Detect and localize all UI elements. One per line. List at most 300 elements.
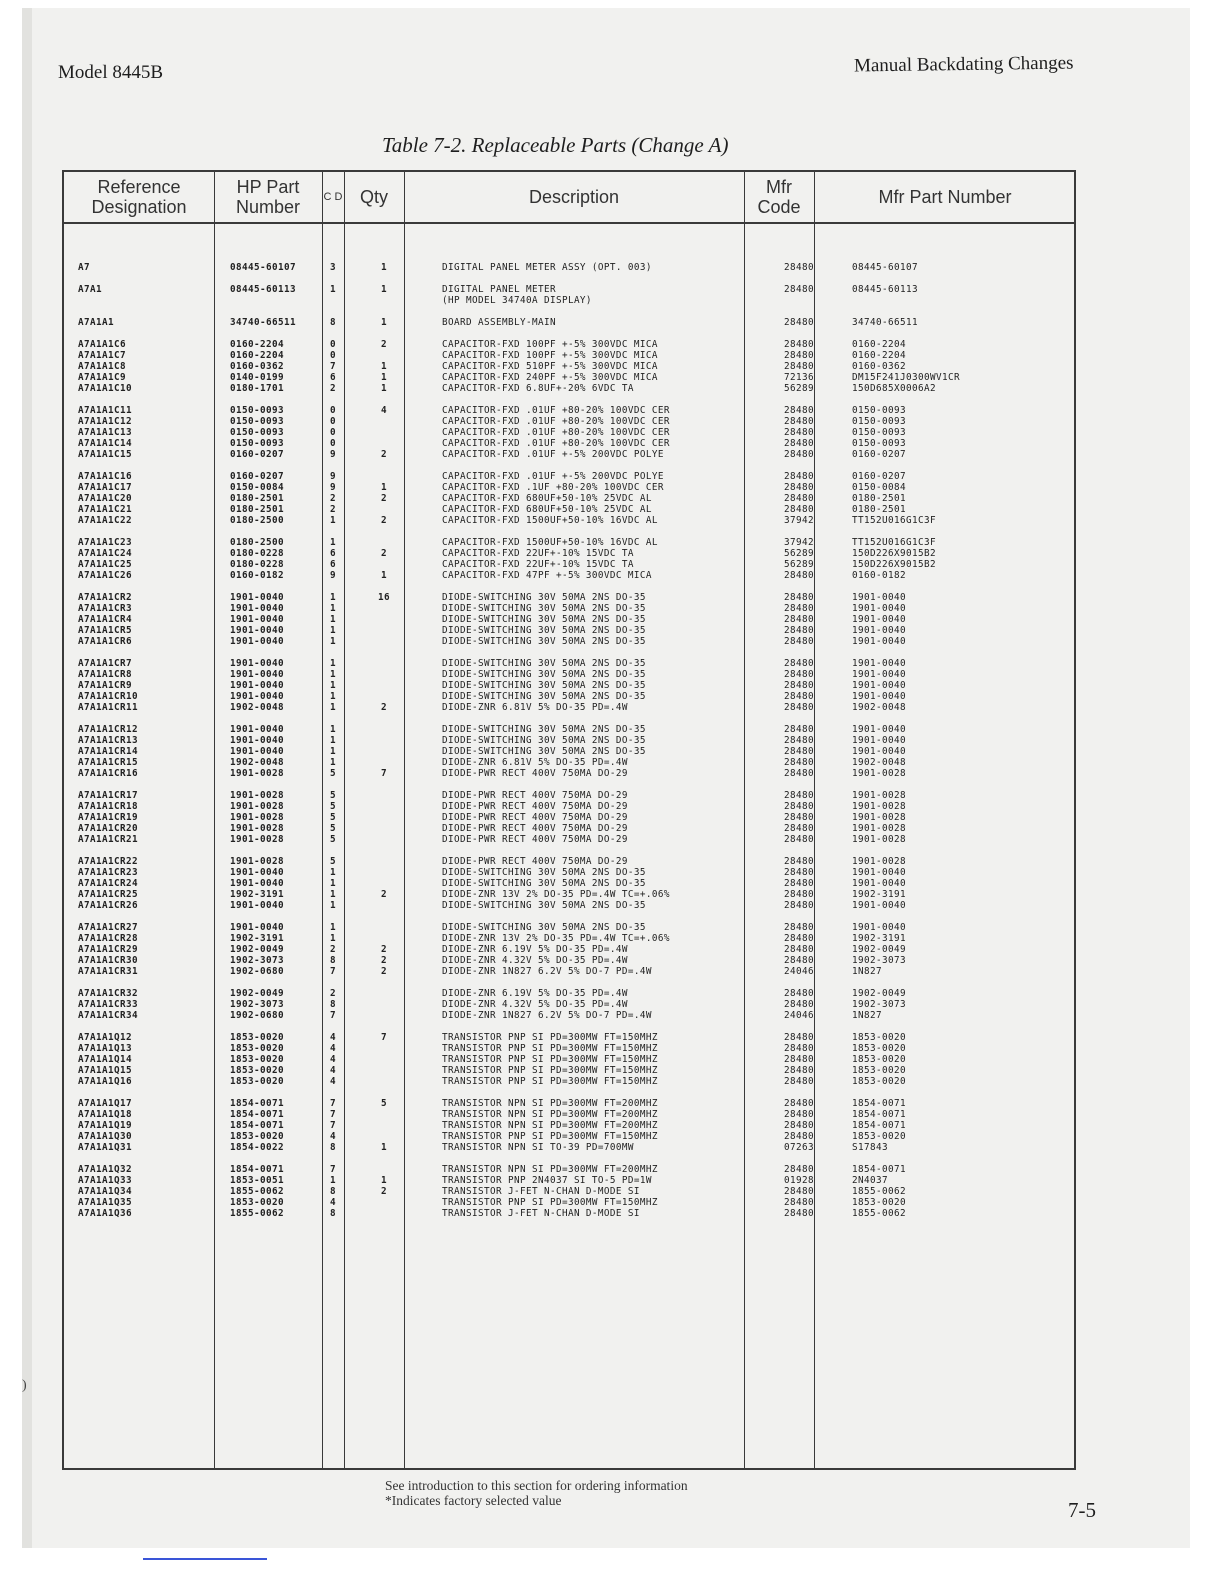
mfr-part-number-cell: 0160-0207	[852, 471, 906, 482]
row-group	[64, 317, 1074, 328]
ref-designation-cell: A7A1A1CR13	[78, 735, 138, 746]
table-row	[64, 1043, 1074, 1054]
check-digit-cell: 1	[330, 757, 336, 768]
hp-part-number-cell: 1902-3073	[230, 999, 284, 1010]
model-header: Model 8445B	[58, 62, 164, 83]
ref-designation-cell: A7A1A1C6	[78, 339, 126, 350]
table-row	[64, 1098, 1074, 1109]
check-digit-cell: 3	[330, 262, 336, 273]
check-digit-cell: 7	[330, 1098, 336, 1109]
table-row	[64, 702, 1074, 713]
mfr-code-cell: 28480	[784, 1076, 814, 1087]
ref-designation-cell: A7A1A1CR20	[78, 823, 138, 834]
mfr-part-number-cell: 150D226X9015B2	[852, 548, 936, 559]
ref-designation-cell: A7A1A1CR6	[78, 636, 132, 647]
description-cell: DIODE-PWR RECT 400V 750MA DO-29	[442, 768, 628, 779]
hp-part-number-cell: 0180-0228	[230, 548, 284, 559]
mfr-part-number-cell: 1902-3073	[852, 955, 906, 966]
quantity-cell: 1	[381, 372, 387, 383]
table-row	[64, 878, 1074, 889]
mfr-part-number-cell: S17843	[852, 1142, 888, 1153]
mfr-part-number-cell: 1901-0040	[852, 625, 906, 636]
hp-part-number-cell: 1902-0049	[230, 944, 284, 955]
check-digit-cell: 1	[330, 1175, 336, 1186]
table-row	[64, 515, 1074, 526]
check-digit-cell: 1	[330, 680, 336, 691]
quantity-cell: 1	[381, 317, 387, 328]
description-cell: DIODE-PWR RECT 400V 750MA DO-29	[442, 823, 628, 834]
quantity-cell	[344, 1054, 424, 1065]
ref-designation-cell: A7A1A1CR12	[78, 724, 138, 735]
check-digit-cell: 9	[330, 449, 336, 460]
mfr-part-number-cell: 1854-0071	[852, 1164, 906, 1175]
header-rule	[64, 222, 1074, 224]
quantity-cell	[344, 1076, 424, 1087]
description-cell: DIODE-SWITCHING 30V 50MA 2NS DO-35	[442, 900, 646, 911]
factory-selected-note: *Indicates factory selected value	[385, 1493, 562, 1508]
mfr-part-number-cell: 1N827	[852, 966, 882, 977]
mfr-part-number-cell: 0160-2204	[852, 339, 906, 350]
quantity-cell	[344, 757, 424, 768]
mfr-code-cell: 28480	[784, 1054, 814, 1065]
row-group	[64, 1032, 1074, 1087]
quantity-cell: 2	[381, 955, 387, 966]
ref-designation-cell: A7A1A1C15	[78, 449, 132, 460]
check-digit-cell: 2	[330, 944, 336, 955]
check-digit-cell: 4	[330, 1131, 336, 1142]
quantity-cell: 2	[381, 493, 387, 504]
check-digit-cell: 1	[330, 592, 336, 603]
description-cell: CAPACITOR-FXD .01UF +-5% 200VDC POLYE	[442, 471, 664, 482]
description-cell: CAPACITOR-FXD .01UF +80-20% 100VDC CER	[442, 405, 670, 416]
table-row	[64, 823, 1074, 834]
table-row	[64, 867, 1074, 878]
check-digit-cell: 8	[330, 955, 336, 966]
hp-part-number-cell: 08445-60107	[230, 262, 296, 273]
description-cell: DIODE-ZNR 1N827 6.2V 5% DO-7 PD=.4W	[442, 966, 652, 977]
description-cell: TRANSISTOR NPN SI PD=300MW FT=200MHZ	[442, 1098, 658, 1109]
check-digit-cell: 7	[330, 1120, 336, 1131]
mfr-part-number-cell: 0150-0093	[852, 438, 906, 449]
hp-part-number-cell: 1901-0028	[230, 801, 284, 812]
mfr-code-cell: 28480	[784, 933, 814, 944]
mfr-code-cell	[764, 295, 834, 306]
table-row	[64, 493, 1074, 504]
table-row	[64, 1109, 1074, 1120]
description-cell: DIODE-SWITCHING 30V 50MA 2NS DO-35	[442, 735, 646, 746]
check-digit-cell: 2	[330, 383, 336, 394]
hp-part-number-cell: 1901-0040	[230, 636, 284, 647]
hp-part-number-cell: 1901-0028	[230, 823, 284, 834]
ref-designation-cell: A7A1A1CR5	[78, 625, 132, 636]
hp-part-number-cell: 1901-0040	[230, 680, 284, 691]
mfr-part-number-cell: 1853-0020	[852, 1065, 906, 1076]
table-body	[64, 262, 1074, 1230]
hp-part-number-cell: 1901-0040	[230, 691, 284, 702]
mfr-part-number-cell: 1901-0028	[852, 812, 906, 823]
table-row	[64, 889, 1074, 900]
mfr-part-number-cell: 1902-0048	[852, 757, 906, 768]
mfr-code-cell: 28480	[784, 339, 814, 350]
mfr-part-number-cell: 1902-3191	[852, 889, 906, 900]
hp-part-number-cell: 0160-0362	[230, 361, 284, 372]
check-digit-cell: 8	[330, 1186, 336, 1197]
row-group	[64, 405, 1074, 460]
mfr-part-number-cell: 1901-0040	[852, 691, 906, 702]
mfr-part-number-cell: 0150-0093	[852, 405, 906, 416]
mfr-code-cell: 28480	[784, 1032, 814, 1043]
check-digit-cell: 0	[330, 339, 336, 350]
ref-designation-cell: A7A1A1CR30	[78, 955, 138, 966]
mfr-part-number-cell: 1N827	[852, 1010, 882, 1021]
mfr-part-number-cell: 1901-0040	[852, 603, 906, 614]
ref-designation-cell: A7A1A1Q32	[78, 1164, 132, 1175]
table-row	[64, 922, 1074, 933]
check-digit-cell: 7	[330, 966, 336, 977]
mfr-part-number-cell: 0160-0182	[852, 570, 906, 581]
ordering-note: See introduction to this section for ordering information	[385, 1478, 688, 1493]
table-row	[64, 295, 1074, 306]
mfr-part-number-cell: 150D226X9015B2	[852, 559, 936, 570]
mfr-code-cell: 28480	[784, 416, 814, 427]
ref-designation-cell: A7A1A1Q12	[78, 1032, 132, 1043]
hp-part-number-cell: 1853-0020	[230, 1032, 284, 1043]
hp-part-number-cell: 1902-0048	[230, 702, 284, 713]
hp-part-number-cell: 1901-0040	[230, 669, 284, 680]
row-group	[64, 537, 1074, 581]
hp-part-number-cell: 1854-0071	[230, 1098, 284, 1109]
quantity-cell	[344, 933, 424, 944]
row-group	[64, 1164, 1074, 1219]
check-digit-cell: 1	[330, 746, 336, 757]
ref-designation-cell: A7A1A1CR2	[78, 592, 132, 603]
description-cell: DIODE-SWITCHING 30V 50MA 2NS DO-35	[442, 746, 646, 757]
row-group	[64, 790, 1074, 845]
hp-part-number-cell: 1901-0028	[230, 812, 284, 823]
hp-part-number-cell: 1902-0049	[230, 988, 284, 999]
mfr-code-cell: 28480	[784, 999, 814, 1010]
check-digit-cell: 4	[330, 1032, 336, 1043]
quantity-cell: 2	[381, 889, 387, 900]
quantity-cell	[344, 537, 424, 548]
check-digit-cell: 6	[330, 559, 336, 570]
hp-part-number-cell: 1901-0028	[230, 856, 284, 867]
check-digit-cell: 1	[330, 900, 336, 911]
table-row	[64, 416, 1074, 427]
mfr-part-number-cell: 1901-0028	[852, 790, 906, 801]
mfr-part-number-cell: TT152U016G1C3F	[852, 515, 936, 526]
table-row	[64, 1208, 1074, 1219]
ref-designation-cell: A7A1A1Q33	[78, 1175, 132, 1186]
check-digit-cell: 4	[330, 1043, 336, 1054]
table-title: Table 7-2. Replaceable Parts (Change A)	[382, 133, 729, 157]
quantity-cell	[344, 801, 424, 812]
description-cell: CAPACITOR-FXD 22UF+-10% 15VDC TA	[442, 559, 634, 570]
mfr-part-number-cell: 1902-0049	[852, 944, 906, 955]
table-row	[64, 317, 1074, 328]
hp-part-number-cell: 1902-3191	[230, 933, 284, 944]
description-cell: DIODE-SWITCHING 30V 50MA 2NS DO-35	[442, 625, 646, 636]
mfr-code-cell: 28480	[784, 900, 814, 911]
mfr-code-cell: 28480	[784, 724, 814, 735]
table-row	[64, 262, 1074, 273]
mfr-part-number-cell: 1854-0071	[852, 1109, 906, 1120]
check-digit-cell: 7	[330, 361, 336, 372]
ref-designation-cell: A7A1A1Q15	[78, 1065, 132, 1076]
check-digit-cell: 8	[330, 317, 336, 328]
mfr-part-number-cell: 1853-0020	[852, 1054, 906, 1065]
description-cell: DIODE-ZNR 6.81V 5% DO-35 PD=.4W	[442, 702, 628, 713]
ref-designation-cell: A7A1A1Q31	[78, 1142, 132, 1153]
check-digit-cell: 1	[330, 691, 336, 702]
table-row	[64, 1131, 1074, 1142]
description-cell: DIODE-SWITCHING 30V 50MA 2NS DO-35	[442, 658, 646, 669]
hp-part-number-cell: 1901-0040	[230, 867, 284, 878]
table-row	[64, 537, 1074, 548]
description-cell: DIODE-SWITCHING 30V 50MA 2NS DO-35	[442, 878, 646, 889]
mfr-part-number-cell: 0160-0362	[852, 361, 906, 372]
ref-designation-cell: A7A1A1C13	[78, 427, 132, 438]
hp-part-number-cell: 1901-0028	[230, 790, 284, 801]
mfr-part-number-cell: 1854-0071	[852, 1120, 906, 1131]
col-header-hp-part: HP Part Number	[235, 177, 301, 217]
table-row	[64, 801, 1074, 812]
check-digit-cell: 5	[330, 812, 336, 823]
ref-designation-cell: A7A1A1CR34	[78, 1010, 138, 1021]
mfr-code-cell: 24046	[784, 1010, 814, 1021]
hp-part-number-cell: 0150-0093	[230, 416, 284, 427]
quantity-cell: 2	[381, 515, 387, 526]
quantity-cell	[344, 790, 424, 801]
check-digit-cell: 1	[330, 867, 336, 878]
table-row	[64, 372, 1074, 383]
description-cell: CAPACITOR-FXD .1UF +80-20% 100VDC CER	[442, 482, 664, 493]
quantity-cell	[344, 603, 424, 614]
ref-designation-cell: A7A1A1CR23	[78, 867, 138, 878]
mfr-part-number-cell: 1902-3191	[852, 933, 906, 944]
check-digit-cell: 1	[330, 669, 336, 680]
ref-designation-cell: A7A1A1CR22	[78, 856, 138, 867]
quantity-cell: 1	[381, 570, 387, 581]
hp-part-number-cell: 1901-0040	[230, 658, 284, 669]
check-digit-cell: 4	[330, 1065, 336, 1076]
ref-designation-cell: A7A1A1C21	[78, 504, 132, 515]
mfr-part-number-cell: 0150-0093	[852, 416, 906, 427]
hp-part-number-cell: 0160-0182	[230, 570, 284, 581]
mfr-code-cell: 28480	[784, 493, 814, 504]
page-number: 7-5	[1068, 1498, 1096, 1522]
mfr-part-number-cell: 1901-0028	[852, 834, 906, 845]
hp-part-number-cell: 0180-2501	[230, 504, 284, 515]
mfr-code-cell: 28480	[784, 889, 814, 900]
mfr-code-cell: 28480	[784, 361, 814, 372]
check-digit-cell: 7	[330, 1164, 336, 1175]
quantity-cell	[344, 1120, 424, 1131]
hp-part-number-cell: 0180-2500	[230, 515, 284, 526]
check-digit-cell: 1	[330, 933, 336, 944]
mfr-code-cell: 28480	[784, 669, 814, 680]
hp-part-number-cell: 0160-0207	[230, 471, 284, 482]
ref-designation-cell: A7A1A1C23	[78, 537, 132, 548]
table-row	[64, 570, 1074, 581]
mfr-code-cell: 28480	[784, 988, 814, 999]
check-digit-cell: 6	[330, 372, 336, 383]
table-row	[64, 658, 1074, 669]
col-header-qty: Qty	[359, 187, 388, 207]
mfr-code-cell: 28480	[784, 614, 814, 625]
hp-part-number-cell: 1853-0051	[230, 1175, 284, 1186]
mfr-code-cell: 28480	[784, 680, 814, 691]
mfr-part-number-cell: 1901-0028	[852, 801, 906, 812]
quantity-cell: 1	[381, 361, 387, 372]
quantity-cell	[344, 658, 424, 669]
hp-part-number-cell: 1854-0022	[230, 1142, 284, 1153]
ref-designation-cell: A7A1A1C22	[78, 515, 132, 526]
mfr-part-number-cell: 1901-0040	[852, 922, 906, 933]
mfr-code-cell: 28480	[784, 944, 814, 955]
ref-designation-cell: A7A1A1Q18	[78, 1109, 132, 1120]
table-row	[64, 790, 1074, 801]
table-row	[64, 548, 1074, 559]
row-group	[64, 592, 1074, 647]
description-cell: DIODE-ZNR 6.19V 5% DO-35 PD=.4W	[442, 944, 628, 955]
quantity-cell	[344, 856, 424, 867]
col-header-reference: Reference Designation	[91, 177, 187, 217]
ref-designation-cell: A7A1A1Q17	[78, 1098, 132, 1109]
table-row	[64, 680, 1074, 691]
description-cell: DIODE-PWR RECT 400V 750MA DO-29	[442, 790, 628, 801]
description-cell: CAPACITOR-FXD 680UF+50-10% 25VDC AL	[442, 504, 652, 515]
description-cell: DIGITAL PANEL METER	[442, 284, 556, 295]
mfr-code-cell: 28480	[784, 284, 814, 295]
quantity-cell: 7	[381, 1032, 387, 1043]
mfr-code-cell: 28480	[784, 878, 814, 889]
table-row	[64, 427, 1074, 438]
description-cell: DIODE-SWITCHING 30V 50MA 2NS DO-35	[442, 603, 646, 614]
mfr-code-cell: 28480	[784, 504, 814, 515]
check-digit-cell: 9	[330, 471, 336, 482]
ref-designation-cell: A7A1A1Q30	[78, 1131, 132, 1142]
hp-part-number-cell: 1901-0040	[230, 592, 284, 603]
check-digit-cell: 4	[330, 1076, 336, 1087]
check-digit-cell: 1	[330, 922, 336, 933]
quantity-cell	[344, 1131, 424, 1142]
description-cell: DIODE-ZNR 4.32V 5% DO-35 PD=.4W	[442, 955, 628, 966]
row-group	[64, 1098, 1074, 1153]
quantity-cell: 2	[381, 449, 387, 460]
quantity-cell	[344, 559, 424, 570]
hp-part-number-cell: 1853-0020	[230, 1043, 284, 1054]
table-row	[64, 988, 1074, 999]
description-cell: TRANSISTOR NPN SI PD=300MW FT=200MHZ	[442, 1164, 658, 1175]
hp-part-number-cell: 0180-0228	[230, 559, 284, 570]
check-digit-cell: 0	[330, 438, 336, 449]
description-cell: DIODE-SWITCHING 30V 50MA 2NS DO-35	[442, 592, 646, 603]
table-row	[64, 471, 1074, 482]
quantity-cell	[344, 1010, 424, 1021]
mfr-code-cell: 37942	[784, 515, 814, 526]
table-row	[64, 383, 1074, 394]
hp-part-number-cell: 0180-2500	[230, 537, 284, 548]
table-row	[64, 691, 1074, 702]
ref-designation-cell: A7A1A1CR10	[78, 691, 138, 702]
quantity-cell: 2	[381, 339, 387, 350]
quantity-cell	[344, 834, 424, 845]
ref-designation-cell: A7A1A1C17	[78, 482, 132, 493]
quantity-cell	[344, 669, 424, 680]
mfr-code-cell: 28480	[784, 625, 814, 636]
mfr-part-number-cell: 0150-0093	[852, 427, 906, 438]
check-digit-cell: 1	[330, 603, 336, 614]
description-cell: DIODE-SWITCHING 30V 50MA 2NS DO-35	[442, 922, 646, 933]
row-group	[64, 284, 1074, 306]
check-digit-cell: 9	[330, 482, 336, 493]
mfr-code-cell: 56289	[784, 559, 814, 570]
ref-designation-cell: A7A1A1Q19	[78, 1120, 132, 1131]
ref-designation-cell: A7A1A1CR8	[78, 669, 132, 680]
quantity-cell	[344, 988, 424, 999]
ref-designation-cell: A7A1A1C26	[78, 570, 132, 581]
table-row	[64, 757, 1074, 768]
table-row	[64, 944, 1074, 955]
check-digit-cell: 1	[330, 878, 336, 889]
hp-part-number-cell: 0140-0199	[230, 372, 284, 383]
quantity-cell: 2	[381, 944, 387, 955]
check-digit-cell: 5	[330, 768, 336, 779]
ref-designation-cell: A7A1A1CR16	[78, 768, 138, 779]
hp-part-number-cell: 0150-0093	[230, 405, 284, 416]
check-digit-cell: 0	[330, 350, 336, 361]
check-digit-cell: 1	[330, 515, 336, 526]
hp-part-number-cell: 08445-60113	[230, 284, 296, 295]
ref-designation-cell: A7A1A1C8	[78, 361, 126, 372]
quantity-cell	[344, 999, 424, 1010]
mfr-part-number-cell: 1901-0040	[852, 680, 906, 691]
mfr-code-cell: 28480	[784, 757, 814, 768]
mfr-code-cell: 28480	[784, 427, 814, 438]
description-cell: BOARD ASSEMBLY-MAIN	[442, 317, 556, 328]
mfr-code-cell: 28480	[784, 735, 814, 746]
hp-part-number-cell: 1901-0040	[230, 746, 284, 757]
hp-part-number-cell: 0150-0093	[230, 427, 284, 438]
hp-part-number-cell: 1853-0020	[230, 1054, 284, 1065]
check-digit-cell: 5	[330, 856, 336, 867]
ref-designation-cell: A7A1A1C7	[78, 350, 126, 361]
mfr-part-number-cell: 1853-0020	[852, 1032, 906, 1043]
col-header-cd: C D	[323, 190, 343, 203]
mfr-code-cell: 28480	[784, 570, 814, 581]
table-row	[64, 1164, 1074, 1175]
description-cell: CAPACITOR-FXD 47PF +-5% 300VDC MICA	[442, 570, 652, 581]
description-cell: TRANSISTOR J-FET N-CHAN D-MODE SI	[442, 1208, 640, 1219]
ref-designation-cell: A7A1A1C24	[78, 548, 132, 559]
hp-part-number-cell: 1853-0020	[230, 1076, 284, 1087]
table-row	[64, 955, 1074, 966]
description-cell: (HP MODEL 34740A DISPLAY)	[442, 295, 592, 306]
table-row	[64, 592, 1074, 603]
table-row	[64, 999, 1074, 1010]
table-row	[64, 449, 1074, 460]
ref-designation-cell: A7A1A1CR4	[78, 614, 132, 625]
table-row	[64, 1175, 1074, 1186]
mfr-code-cell: 28480	[784, 350, 814, 361]
check-digit-cell: 2	[330, 988, 336, 999]
link-underline	[143, 1558, 267, 1560]
check-digit-cell: 8	[330, 1208, 336, 1219]
description-cell: DIODE-SWITCHING 30V 50MA 2NS DO-35	[442, 724, 646, 735]
hp-part-number-cell: 1854-0071	[230, 1120, 284, 1131]
hp-part-number-cell: 1853-0020	[230, 1197, 284, 1208]
